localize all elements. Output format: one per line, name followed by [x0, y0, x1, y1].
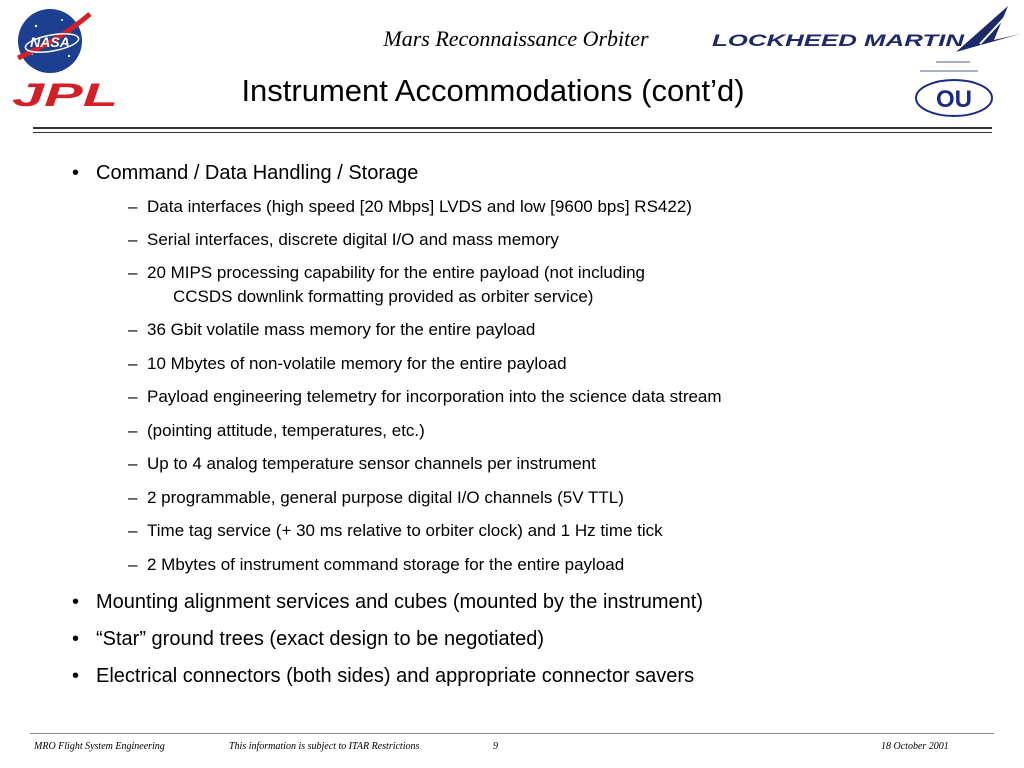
sub-bullet-marker: – [128, 263, 138, 282]
bullet-text: Mounting alignment services and cubes (mounted by the instrument) [96, 591, 703, 613]
footer-date: 18 October 2001 [881, 741, 949, 752]
bullet-text: Electrical connectors (both sides) and appropriate connector savers [96, 665, 695, 687]
sub-bullet-text: 20 MIPS processing capability for the entire payload (not including [147, 263, 646, 282]
sub-bullet-marker: – [128, 197, 138, 216]
sub-bullet-text: Serial interfaces, discrete digital I/O and mass memory [147, 230, 559, 249]
jpl-logo-text: JPL [12, 80, 118, 110]
sub-bullet-marker: – [128, 354, 138, 373]
sub-bullet-text: 10 Mbytes of non-volatile memory for the entire payload [147, 354, 567, 373]
sub-bullet-marker: – [128, 320, 138, 339]
sub-bullet-marker: – [128, 488, 138, 507]
footer-itar-notice: This information is subject to ITAR Restrictions [229, 741, 420, 752]
sub-bullet-marker: – [128, 555, 138, 574]
nasa-logo-text: NASA [30, 34, 70, 50]
header-divider-thick [33, 127, 992, 129]
lockheed-martin-text: LOCKHEED MARTIN [712, 31, 966, 50]
bullet-marker: • [72, 591, 80, 613]
sub-bullet-text: 2 programmable, general purpose digital I/O channels (5V TTL) [147, 488, 624, 507]
sub-bullet-marker: – [128, 421, 138, 440]
footer-divider [30, 733, 994, 734]
sub-bullet-marker: – [128, 454, 138, 473]
bullet-text: “Star” ground trees (exact design to be negotiated) [96, 628, 545, 650]
bullet-marker: • [72, 162, 80, 184]
bullet-marker: • [72, 665, 80, 687]
page-title: Instrument Accommodations (cont’d) [241, 73, 745, 108]
sub-bullet-marker: – [128, 230, 138, 249]
sub-bullet-continuation: CCSDS downlink formatting provided as orbiter service) [173, 287, 594, 306]
sub-bullet-text: Time tag service (+ 30 ms relative to orbiter clock) and 1 Hz time tick [147, 521, 663, 540]
sub-bullet-text: (pointing attitude, temperatures, etc.) [147, 421, 425, 440]
bullet-marker: • [72, 628, 80, 650]
university-logo-text: OU [936, 86, 972, 113]
page-number: 9 [493, 741, 498, 752]
header-divider-thin [33, 132, 992, 133]
sub-bullet-marker: – [128, 387, 138, 406]
sub-bullet-text: Payload engineering telemetry for incorporation into the science data stream [147, 387, 722, 406]
sub-bullet-marker: – [128, 521, 138, 540]
sub-bullet-text: Data interfaces (high speed [20 Mbps] LVDS and low [9600 bps] RS422) [147, 197, 692, 216]
sub-bullet-text: Up to 4 analog temperature sensor channels per instrument [147, 454, 596, 473]
footer-org: MRO Flight System Engineering [34, 741, 165, 752]
sub-bullet-text: 36 Gbit volatile mass memory for the entire payload [147, 320, 536, 339]
sub-bullet-text: 2 Mbytes of instrument command storage for the entire payload [147, 555, 625, 574]
deck-subtitle: Mars Reconnaissance Orbiter [383, 26, 649, 51]
bullet-text: Command / Data Handling / Storage [96, 162, 419, 184]
